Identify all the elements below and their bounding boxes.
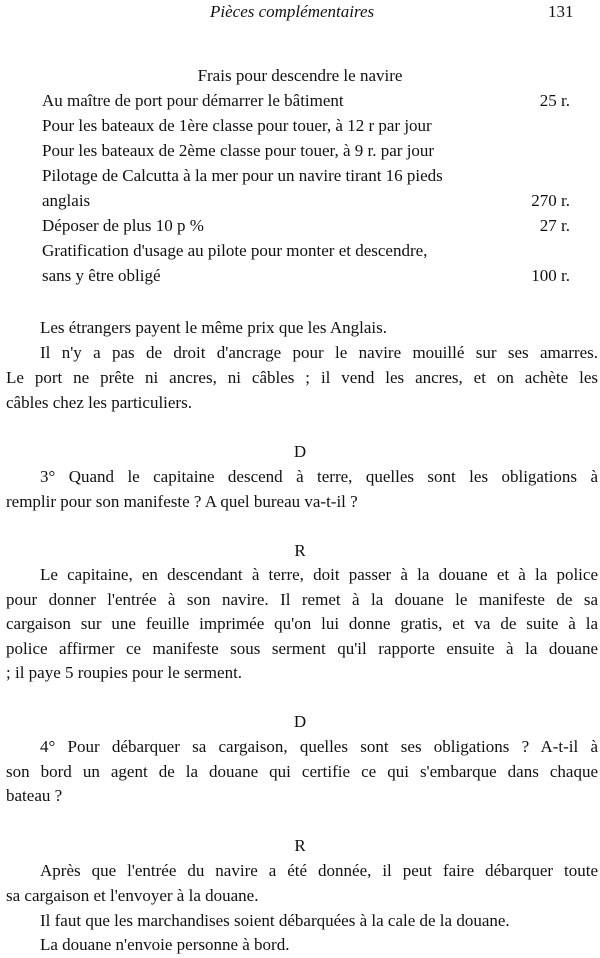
paragraph-line: Après que l'entrée du navire a été donnée, il peut faire débarquer toute (40, 861, 598, 880)
paragraph-line: Il n'y a pas de droit d'ancrage pour le navire mouillé sur ses amarres. (40, 343, 598, 362)
fee-label: sans y être obligé (42, 266, 161, 285)
paragraph-line: 3° Quand le capitaine descend à terre, quelles sont les obligations à (40, 467, 598, 486)
fee-label: Déposer de plus 10 p % (42, 216, 204, 235)
paragraph-line: 4° Pour débarquer sa cargaison, quelles sont ses obligations ? A-t-il à (40, 737, 598, 756)
paragraph-line: bateau ? (6, 786, 63, 805)
paragraph-line: cargaison sur une feuille imprimée qu'on lui donne gratis, et va de suite à la (6, 614, 598, 633)
paragraph-line: Il faut que les marchandises soient débarquées à la cale de la douane. (40, 911, 510, 930)
paragraph-line: police affirmer ce manifeste sous serment qu'il rapporte ensuite à la douane (6, 639, 598, 658)
paragraph-line: remplir pour son manifeste ? A quel bureau va-t-il ? (6, 492, 358, 511)
fee-amount: 25 r. (539, 91, 570, 110)
question-marker: D (293, 712, 307, 731)
paragraph-line: câbles chez les particuliers. (6, 393, 192, 412)
fee-label: Au maître de port pour démarrer le bâtiment (42, 91, 344, 110)
fee-label: anglais (42, 191, 91, 210)
paragraph-line: Les étrangers payent le même prix que les Anglais. (40, 318, 387, 337)
paragraph-line: La douane n'envoie personne à bord. (40, 935, 290, 954)
answer-marker: R (294, 836, 306, 855)
fee-amount: 27 r. (539, 216, 570, 235)
page-number: 131 (548, 2, 574, 21)
paragraph-line: ; il paye 5 roupies pour le serment. (6, 663, 243, 682)
page-header (0, 2, 600, 26)
fee-label: Pilotage de Calcutta à la mer pour un navire tirant 16 pieds (42, 166, 443, 185)
paragraph-line: Le port ne prête ni ancres, ni câbles ; il vend les ancres, et on achète les (6, 368, 598, 387)
fees-section-title: Frais pour descendre le navire (197, 66, 403, 85)
fee-amount: 270 r. (531, 191, 570, 210)
paragraph-line: sa cargaison et l'envoyer à la douane. (6, 886, 259, 905)
paragraph-line: Le capitaine, en descendant à terre, doit passer à la douane et à la police (40, 565, 598, 584)
question-marker: D (293, 442, 307, 461)
fee-amount: 100 r. (531, 266, 570, 285)
fee-label: Pour les bateaux de 2ème classe pour touer, à 9 r. par jour (42, 141, 435, 160)
paragraph-line: pour donner l'entrée à son navire. Il remet à la douane le manifeste de sa (6, 590, 598, 609)
paragraph-line: son bord un agent de la douane qui certifie ce qui s'embarque dans chaque (6, 762, 598, 781)
running-title: Pièces complémentaires (210, 2, 375, 21)
answer-marker: R (294, 541, 306, 560)
fee-label: Pour les bateaux de 1ère classe pour touer, à 12 r par jour (42, 116, 432, 135)
fee-label: Gratification d'usage au pilote pour monter et descendre, (42, 241, 428, 260)
